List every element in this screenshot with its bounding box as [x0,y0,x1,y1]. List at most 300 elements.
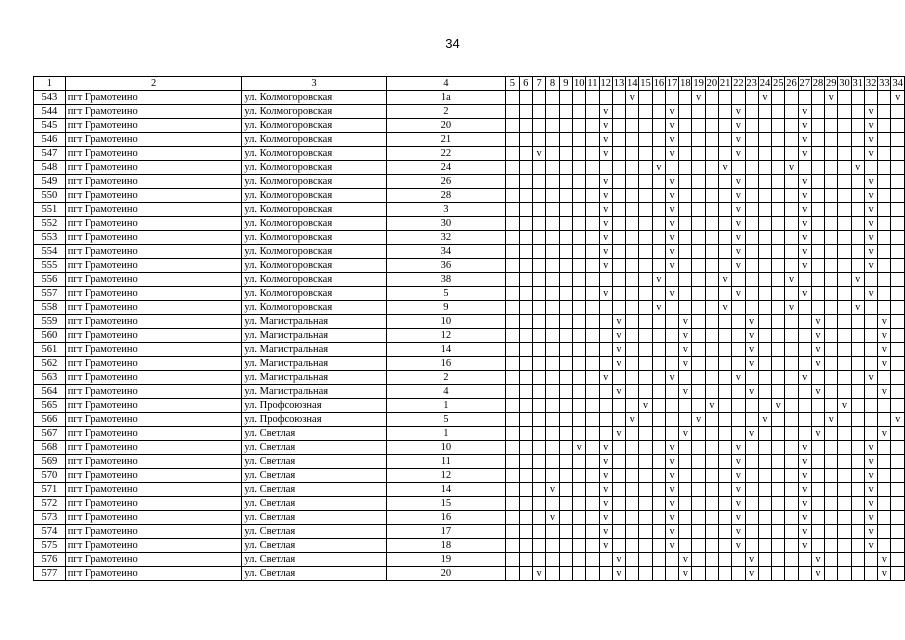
empty-cell [506,175,519,189]
check-mark: v [798,245,811,259]
street-cell: ул. Магистральная [242,329,386,343]
empty-cell [519,385,532,399]
check-mark: v [864,245,877,259]
street-cell: ул. Колмогоровская [242,133,386,147]
settlement-cell: пгт Грамотеино [65,385,242,399]
empty-cell [639,567,652,581]
house-cell: 14 [386,483,506,497]
empty-cell [519,343,532,357]
check-mark: v [612,427,625,441]
empty-cell [546,161,559,175]
empty-cell [559,287,572,301]
settlement-cell: пгт Грамотеино [65,399,242,413]
check-mark: v [798,189,811,203]
empty-cell [864,161,877,175]
empty-cell [891,203,905,217]
street-cell: ул. Светлая [242,539,386,553]
empty-cell [745,273,758,287]
empty-cell [519,245,532,259]
check-mark: v [732,525,745,539]
column-header: 4 [386,77,506,91]
empty-cell [811,231,824,245]
empty-cell [626,203,639,217]
check-mark: v [864,133,877,147]
empty-cell [878,133,891,147]
empty-cell [626,147,639,161]
empty-cell [532,161,545,175]
empty-cell [639,203,652,217]
check-mark: v [599,105,612,119]
empty-cell [506,133,519,147]
empty-cell [772,315,785,329]
row-number: 557 [34,287,66,301]
row-number: 574 [34,525,66,539]
street-cell: ул. Светлая [242,427,386,441]
empty-cell [692,371,705,385]
empty-cell [811,91,824,105]
empty-cell [878,441,891,455]
check-mark: v [612,343,625,357]
empty-cell [692,259,705,273]
empty-cell [692,161,705,175]
empty-cell [758,203,771,217]
empty-cell [785,455,798,469]
empty-cell [878,245,891,259]
empty-cell [864,329,877,343]
empty-cell [599,567,612,581]
house-cell: 20 [386,119,506,133]
empty-cell [878,525,891,539]
empty-cell [772,497,785,511]
empty-cell [586,553,599,567]
empty-cell [825,539,838,553]
empty-cell [679,189,692,203]
empty-cell [652,105,665,119]
empty-cell [586,567,599,581]
row-number: 576 [34,553,66,567]
empty-cell [679,455,692,469]
empty-cell [851,91,864,105]
empty-cell [546,147,559,161]
empty-cell [546,455,559,469]
page-number: 34 [445,36,460,51]
empty-cell [506,147,519,161]
empty-cell [785,511,798,525]
check-mark: v [719,161,732,175]
empty-cell [626,217,639,231]
empty-cell [891,273,905,287]
empty-cell [705,119,718,133]
empty-cell [652,553,665,567]
empty-cell [559,455,572,469]
empty-cell [652,315,665,329]
check-mark: v [665,497,678,511]
column-header: 15 [640,77,651,89]
empty-cell [679,525,692,539]
check-mark: v [639,399,652,413]
empty-cell [679,217,692,231]
empty-cell [612,399,625,413]
empty-cell [811,175,824,189]
settlement-cell: пгт Грамотеино [65,357,242,371]
empty-cell [626,371,639,385]
empty-cell [519,273,532,287]
empty-cell [838,161,851,175]
empty-cell [705,217,718,231]
house-cell: 5 [386,413,506,427]
empty-cell [758,301,771,315]
empty-cell [626,245,639,259]
empty-cell [652,119,665,133]
empty-cell [705,427,718,441]
empty-cell [586,105,599,119]
empty-cell [586,217,599,231]
empty-cell [532,469,545,483]
empty-cell [573,119,586,133]
empty-cell [506,357,519,371]
empty-cell [851,455,864,469]
empty-cell [851,399,864,413]
empty-cell [838,343,851,357]
settlement-cell: пгт Грамотеино [65,133,242,147]
empty-cell [719,371,732,385]
settlement-cell: пгт Грамотеино [65,147,242,161]
empty-cell [692,105,705,119]
empty-cell [705,287,718,301]
check-mark: v [878,385,891,399]
empty-cell [705,511,718,525]
empty-cell [838,203,851,217]
house-cell: 2 [386,371,506,385]
empty-cell [586,259,599,273]
table-row [34,203,905,217]
empty-cell [851,371,864,385]
check-mark: v [599,483,612,497]
empty-cell [573,301,586,315]
empty-cell [573,315,586,329]
empty-cell [652,497,665,511]
house-cell: 15 [386,497,506,511]
empty-cell [546,217,559,231]
empty-cell [639,525,652,539]
empty-cell [612,105,625,119]
empty-cell [825,525,838,539]
house-cell: 1 [386,399,506,413]
empty-cell [891,161,905,175]
empty-cell [838,315,851,329]
empty-cell [705,567,718,581]
empty-cell [506,287,519,301]
check-mark: v [732,105,745,119]
empty-cell [692,329,705,343]
empty-cell [639,231,652,245]
table-row [34,273,905,287]
empty-cell [506,161,519,175]
empty-cell [878,371,891,385]
empty-cell [705,441,718,455]
street-cell: ул. Магистральная [242,371,386,385]
settlement-cell: пгт Грамотеино [65,273,242,287]
check-mark: v [745,343,758,357]
empty-cell [559,203,572,217]
empty-cell [559,161,572,175]
check-mark: v [665,189,678,203]
empty-cell [506,203,519,217]
empty-cell [838,511,851,525]
row-number: 567 [34,427,66,441]
empty-cell [639,259,652,273]
empty-cell [573,497,586,511]
row-number: 543 [34,91,66,105]
empty-cell [599,553,612,567]
empty-cell [586,287,599,301]
check-mark: v [665,147,678,161]
check-mark: v [599,245,612,259]
empty-cell [811,133,824,147]
empty-cell [519,175,532,189]
empty-cell [652,469,665,483]
empty-cell [586,371,599,385]
check-mark: v [838,399,851,413]
street-cell: ул. Светлая [242,455,386,469]
check-mark: v [758,413,771,427]
check-mark: v [864,371,877,385]
street-cell: ул. Колмогоровская [242,231,386,245]
empty-cell [559,357,572,371]
empty-cell [864,567,877,581]
empty-cell [705,553,718,567]
empty-cell [586,147,599,161]
empty-cell [719,147,732,161]
column-header: 1 [34,77,66,91]
check-mark: v [732,497,745,511]
empty-cell [612,483,625,497]
empty-cell [573,469,586,483]
empty-cell [758,371,771,385]
check-mark: v [798,539,811,553]
table-row [34,91,905,105]
check-mark: v [626,413,639,427]
empty-cell [612,371,625,385]
empty-cell [719,231,732,245]
empty-cell [825,161,838,175]
empty-cell [851,497,864,511]
empty-cell [758,245,771,259]
empty-cell [878,259,891,273]
row-number: 563 [34,371,66,385]
table-row [34,105,905,119]
street-cell: ул. Профсоюзная [242,413,386,427]
row-number: 569 [34,455,66,469]
settlement-cell: пгт Грамотеино [65,441,242,455]
check-mark: v [798,483,811,497]
empty-cell [639,329,652,343]
empty-cell [758,105,771,119]
empty-cell [851,413,864,427]
empty-cell [506,539,519,553]
empty-cell [772,469,785,483]
street-cell: ул. Светлая [242,553,386,567]
check-mark: v [652,161,665,175]
empty-cell [546,441,559,455]
empty-cell [811,525,824,539]
empty-cell [692,119,705,133]
empty-cell [586,245,599,259]
empty-cell [811,147,824,161]
settlement-cell: пгт Грамотеино [65,231,242,245]
empty-cell [785,329,798,343]
empty-cell [692,273,705,287]
street-cell: ул. Магистральная [242,357,386,371]
column-header: 29 [826,77,837,89]
empty-cell [586,427,599,441]
empty-cell [838,441,851,455]
column-header: 14 [627,77,638,89]
empty-cell [785,133,798,147]
empty-cell [679,497,692,511]
empty-cell [811,399,824,413]
settlement-cell: пгт Грамотеино [65,525,242,539]
empty-cell [878,119,891,133]
empty-cell [626,301,639,315]
check-mark: v [864,147,877,161]
table-row [34,301,905,315]
check-mark: v [599,217,612,231]
empty-cell [665,329,678,343]
empty-cell [586,119,599,133]
settlement-cell: пгт Грамотеино [65,203,242,217]
empty-cell [798,315,811,329]
check-mark: v [798,511,811,525]
column-header: 16 [653,77,665,89]
empty-cell [639,553,652,567]
check-mark: v [864,483,877,497]
empty-cell [626,343,639,357]
empty-cell [891,455,905,469]
empty-cell [798,329,811,343]
settlement-cell: пгт Грамотеино [65,553,242,567]
check-mark: v [599,371,612,385]
empty-cell [692,147,705,161]
check-mark: v [864,497,877,511]
check-mark: v [732,511,745,525]
check-mark: v [798,497,811,511]
empty-cell [758,161,771,175]
empty-cell [532,231,545,245]
empty-cell [532,399,545,413]
check-mark: v [612,329,625,343]
empty-cell [506,567,519,581]
check-mark: v [612,315,625,329]
check-mark: v [798,231,811,245]
empty-cell [811,287,824,301]
check-mark: v [825,91,838,105]
empty-cell [639,161,652,175]
empty-cell [559,175,572,189]
empty-cell [546,91,559,105]
empty-cell [519,357,532,371]
empty-cell [519,119,532,133]
empty-cell [838,105,851,119]
check-mark: v [665,511,678,525]
table-row [34,441,905,455]
empty-cell [559,497,572,511]
house-cell: 12 [386,329,506,343]
empty-cell [665,385,678,399]
empty-cell [851,343,864,357]
empty-cell [612,175,625,189]
settlement-cell: пгт Грамотеино [65,483,242,497]
settlement-cell: пгт Грамотеино [65,301,242,315]
empty-cell [639,91,652,105]
check-mark: v [745,315,758,329]
empty-cell [732,301,745,315]
empty-cell [891,329,905,343]
check-mark: v [851,161,864,175]
empty-cell [639,371,652,385]
check-mark: v [599,133,612,147]
empty-cell [811,119,824,133]
empty-cell [838,119,851,133]
house-cell: 16 [386,357,506,371]
row-number: 554 [34,245,66,259]
empty-cell [732,329,745,343]
empty-cell [532,497,545,511]
empty-cell [532,91,545,105]
empty-cell [586,301,599,315]
empty-cell [878,539,891,553]
empty-cell [546,245,559,259]
empty-cell [811,217,824,231]
check-mark: v [864,203,877,217]
house-cell: 30 [386,217,506,231]
empty-cell [745,189,758,203]
check-mark: v [798,105,811,119]
empty-cell [665,273,678,287]
empty-cell [546,259,559,273]
check-mark: v [732,203,745,217]
empty-cell [758,497,771,511]
empty-cell [652,231,665,245]
empty-cell [626,259,639,273]
empty-cell [745,497,758,511]
empty-cell [639,455,652,469]
empty-cell [559,259,572,273]
check-mark: v [692,413,705,427]
empty-cell [825,441,838,455]
house-cell: 1 [386,427,506,441]
empty-cell [626,287,639,301]
empty-cell [519,553,532,567]
empty-cell [825,273,838,287]
empty-cell [559,315,572,329]
empty-cell [878,511,891,525]
empty-cell [559,147,572,161]
empty-cell [612,161,625,175]
empty-cell [772,105,785,119]
empty-cell [519,371,532,385]
empty-cell [506,315,519,329]
empty-cell [626,357,639,371]
empty-cell [891,147,905,161]
empty-cell [679,301,692,315]
empty-cell [705,189,718,203]
empty-cell [679,91,692,105]
empty-cell [758,539,771,553]
empty-cell [811,441,824,455]
empty-cell [772,343,785,357]
empty-cell [573,511,586,525]
